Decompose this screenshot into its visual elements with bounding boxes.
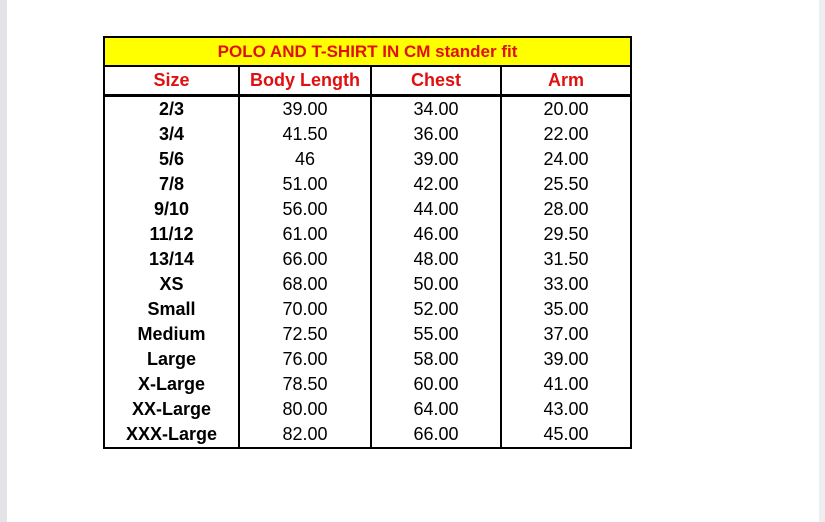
size-cell: XX-Large <box>104 397 239 422</box>
arm-cell: 41.00 <box>501 372 631 397</box>
header-arm: Arm <box>501 66 631 96</box>
body-length-cell: 41.50 <box>239 122 371 147</box>
size-cell: XXX-Large <box>104 422 239 448</box>
body-length-cell: 39.00 <box>239 96 371 123</box>
header-chest: Chest <box>371 66 501 96</box>
size-cell: 13/14 <box>104 247 239 272</box>
window-right-edge <box>819 0 825 522</box>
size-cell: 7/8 <box>104 172 239 197</box>
chest-cell: 52.00 <box>371 297 501 322</box>
table-row <box>104 297 631 322</box>
table-row <box>104 322 631 347</box>
size-cell: 2/3 <box>104 96 239 123</box>
chest-cell: 50.00 <box>371 272 501 297</box>
size-cell: 11/12 <box>104 222 239 247</box>
body-length-cell: 70.00 <box>239 297 371 322</box>
table-row <box>104 372 631 397</box>
table-row <box>104 347 631 372</box>
body-length-cell: 76.00 <box>239 347 371 372</box>
body-length-cell: 61.00 <box>239 222 371 247</box>
size-cell: X-Large <box>104 372 239 397</box>
chest-cell: 64.00 <box>371 397 501 422</box>
body-length-cell: 68.00 <box>239 272 371 297</box>
arm-cell: 31.50 <box>501 247 631 272</box>
table-row <box>104 172 631 197</box>
size-cell: 3/4 <box>104 122 239 147</box>
chest-cell: 34.00 <box>371 96 501 123</box>
table-row <box>104 197 631 222</box>
size-cell: Small <box>104 297 239 322</box>
size-cell: Medium <box>104 322 239 347</box>
chest-cell: 48.00 <box>371 247 501 272</box>
chest-cell: 60.00 <box>371 372 501 397</box>
body-length-cell: 46 <box>239 147 371 172</box>
body-length-cell: 72.50 <box>239 322 371 347</box>
size-cell: 5/6 <box>104 147 239 172</box>
arm-cell: 35.00 <box>501 297 631 322</box>
body-length-cell: 66.00 <box>239 247 371 272</box>
arm-cell: 22.00 <box>501 122 631 147</box>
chest-cell: 39.00 <box>371 147 501 172</box>
table-row <box>104 222 631 247</box>
table-body <box>104 96 631 449</box>
header-body-length: Body Length <box>239 66 371 96</box>
body-length-cell: 82.00 <box>239 422 371 448</box>
size-cell: XS <box>104 272 239 297</box>
chest-cell: 44.00 <box>371 197 501 222</box>
chest-cell: 42.00 <box>371 172 501 197</box>
body-length-cell: 56.00 <box>239 197 371 222</box>
table-row <box>104 147 631 172</box>
body-length-cell: 80.00 <box>239 397 371 422</box>
body-length-cell: 78.50 <box>239 372 371 397</box>
table-row <box>104 397 631 422</box>
arm-cell: 37.00 <box>501 322 631 347</box>
table-row <box>104 272 631 297</box>
size-cell: 9/10 <box>104 197 239 222</box>
table-row <box>104 422 631 448</box>
chest-cell: 46.00 <box>371 222 501 247</box>
arm-cell: 45.00 <box>501 422 631 448</box>
title-row <box>104 37 631 66</box>
header-row <box>104 66 631 96</box>
size-cell: Large <box>104 347 239 372</box>
arm-cell: 43.00 <box>501 397 631 422</box>
arm-cell: 39.00 <box>501 347 631 372</box>
arm-cell: 25.50 <box>501 172 631 197</box>
size-chart-table <box>103 36 632 449</box>
arm-cell: 29.50 <box>501 222 631 247</box>
chest-cell: 58.00 <box>371 347 501 372</box>
chest-cell: 55.00 <box>371 322 501 347</box>
arm-cell: 24.00 <box>501 147 631 172</box>
chest-cell: 36.00 <box>371 122 501 147</box>
table-row <box>104 122 631 147</box>
table-title: POLO AND T-SHIRT IN CM stander fit <box>104 37 631 66</box>
body-length-cell: 51.00 <box>239 172 371 197</box>
chest-cell: 66.00 <box>371 422 501 448</box>
arm-cell: 20.00 <box>501 96 631 123</box>
arm-cell: 28.00 <box>501 197 631 222</box>
table-row <box>104 96 631 123</box>
table-row <box>104 247 631 272</box>
header-size: Size <box>104 66 239 96</box>
arm-cell: 33.00 <box>501 272 631 297</box>
window-left-edge <box>0 0 7 522</box>
